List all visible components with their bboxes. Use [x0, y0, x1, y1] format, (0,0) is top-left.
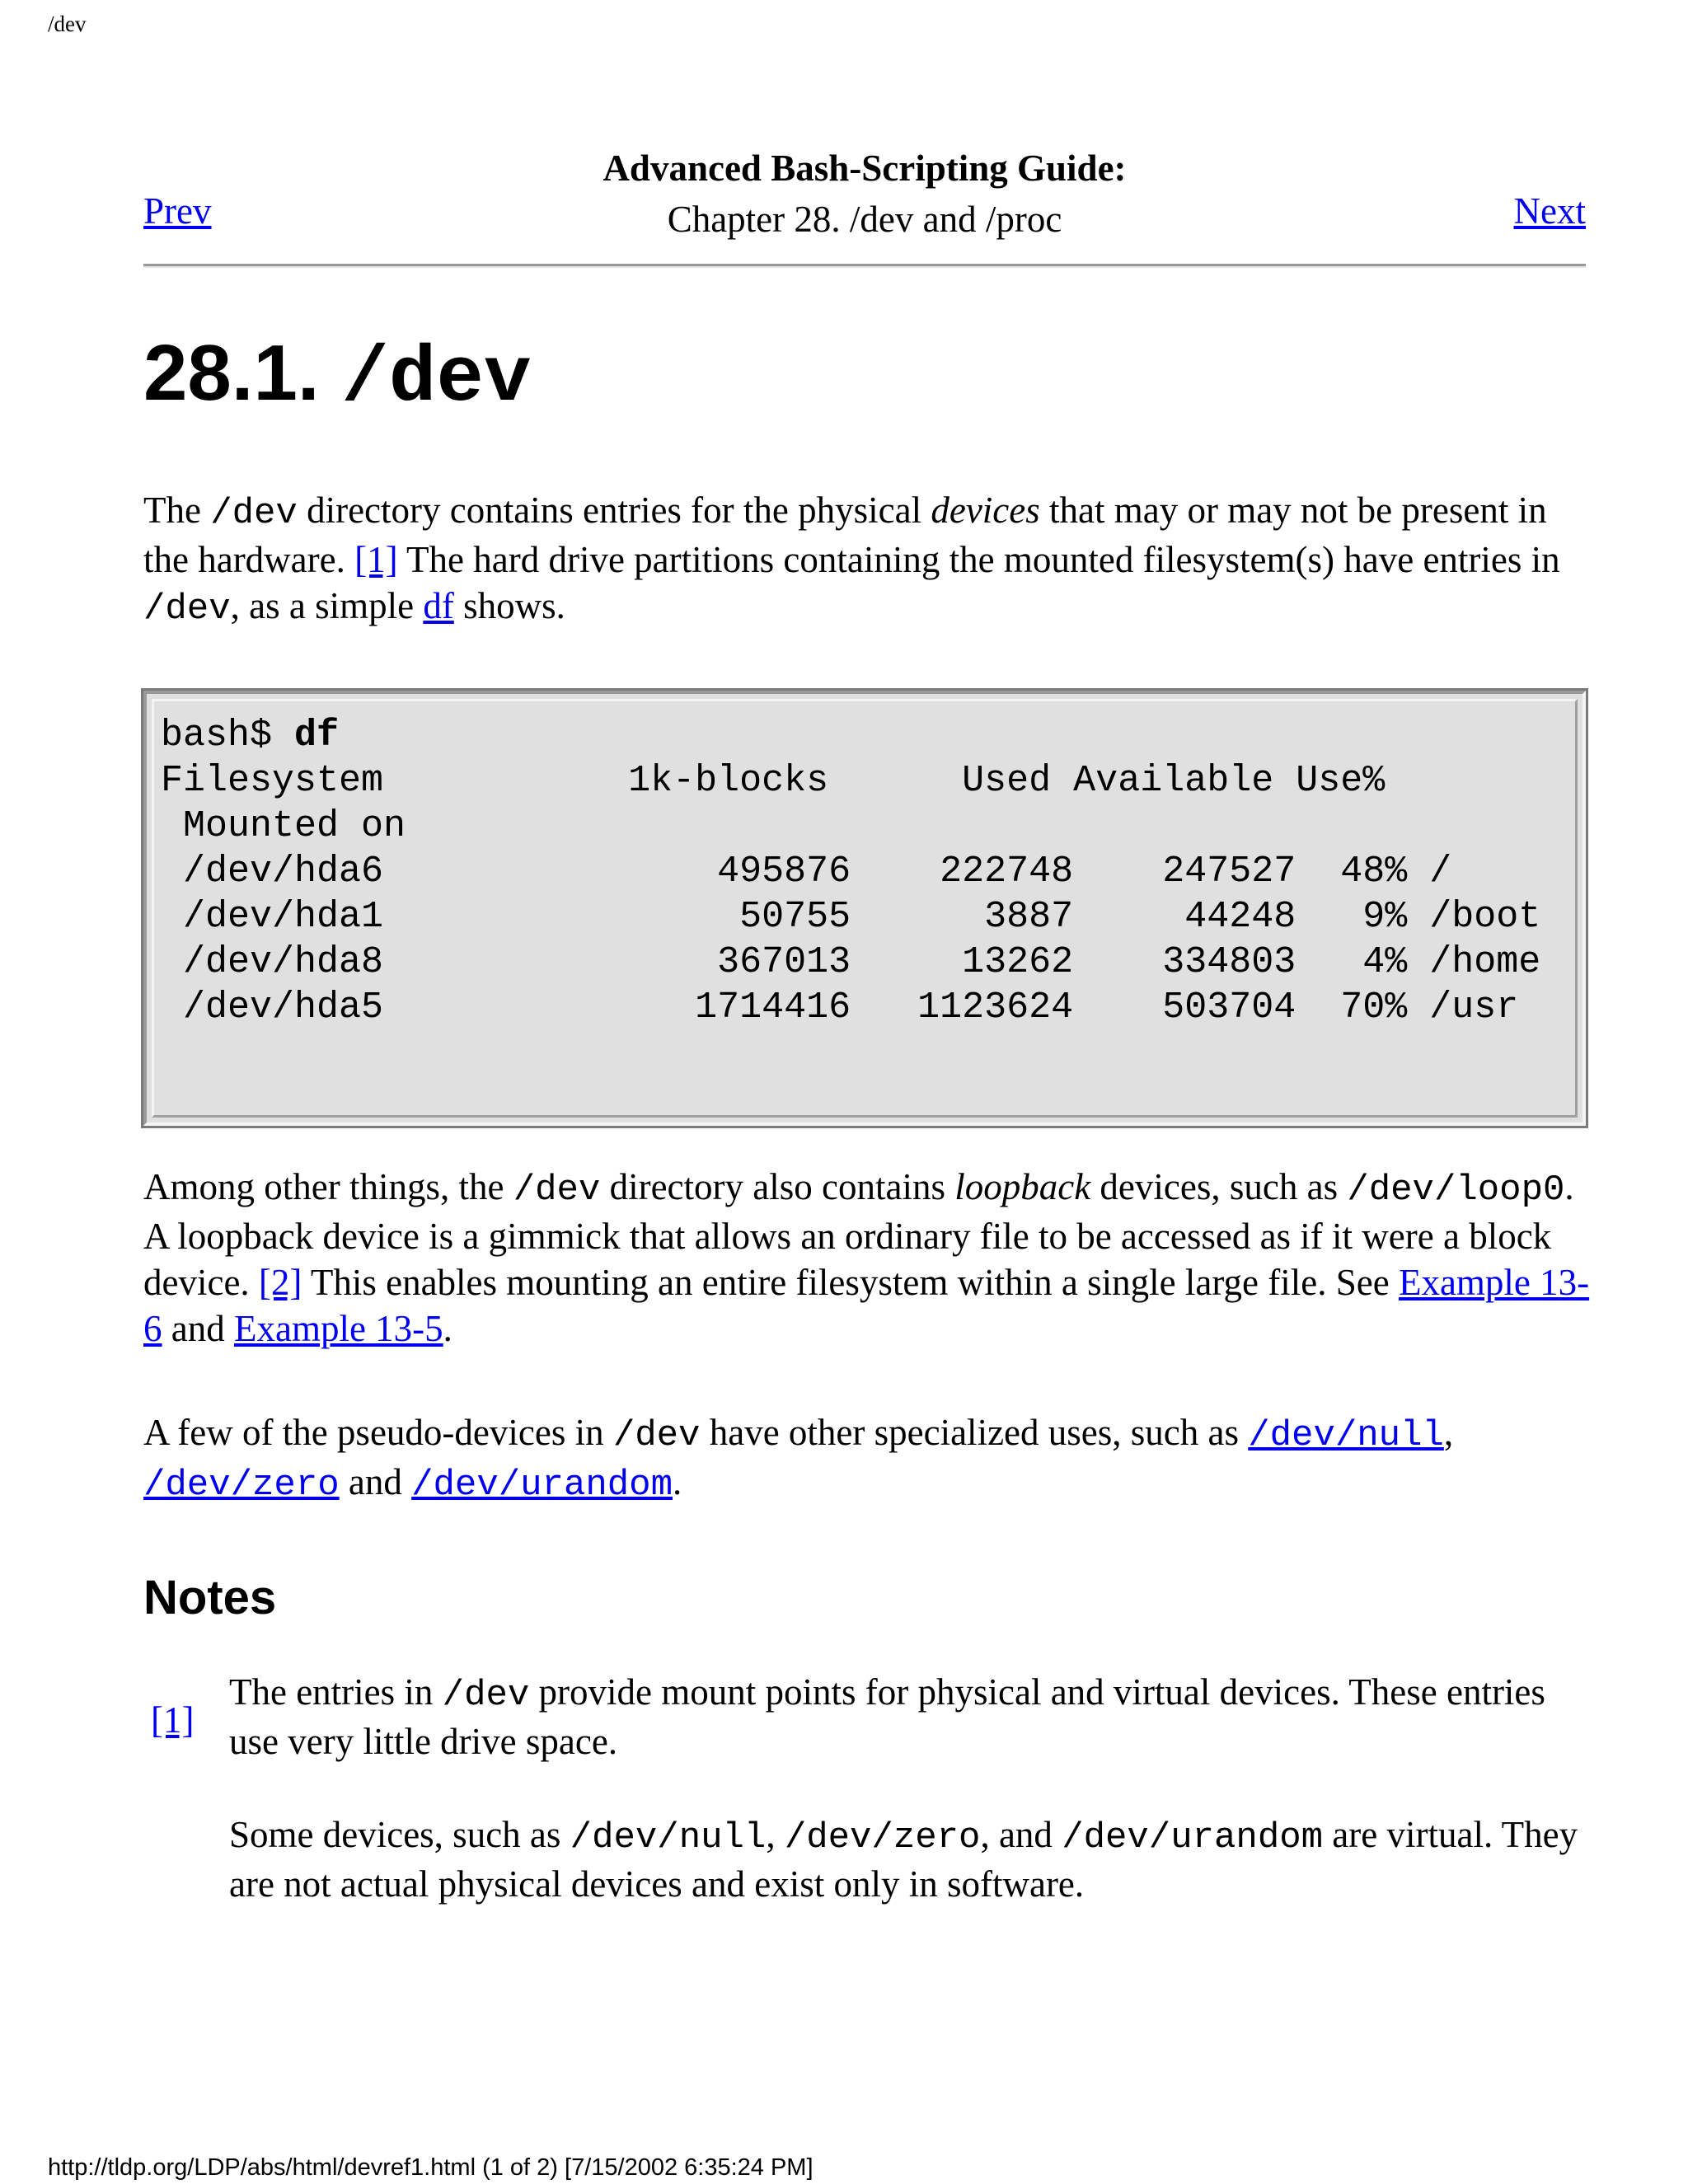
text: .	[443, 1308, 452, 1349]
text: provide mount points for physical and virtual devices. These entries use very little drive space.	[229, 1671, 1545, 1762]
pseudo-devices-paragraph	[143, 1409, 1594, 1508]
text: directory contains entries for the physical	[297, 490, 931, 531]
text: , and	[980, 1814, 1062, 1855]
inline-code: /dev/zero	[784, 1817, 981, 1858]
text: The	[143, 490, 211, 531]
command-output: Filesystem 1k-blocks Used Available Use% Mounted on /dev/hda6 495876 222748 247527 48% / /dev/hda1 50755 3887 44248 9% /boot /dev/hda8 367013 13262 334803 4% /home /dev/hda5 1714416 1123624 503704 70% /usr	[161, 760, 1541, 1029]
guide-title: Advanced Bash-Scripting Guide:	[603, 148, 1127, 189]
text: have other specialized uses, such as	[700, 1412, 1249, 1453]
text: A few of the pseudo-devices in	[143, 1412, 613, 1453]
navigation-header	[143, 147, 1586, 270]
shell-command: df	[294, 715, 340, 757]
shell-prompt: bash$	[161, 715, 295, 757]
dev-zero-link[interactable]: /dev/zero	[143, 1465, 340, 1506]
inline-code: /dev	[442, 1675, 530, 1716]
screen-text	[154, 701, 1575, 1030]
chapter-title: Chapter 28. /dev and /proc	[667, 199, 1062, 240]
note-1-backlink[interactable]: [1]	[151, 1699, 195, 1741]
text: , as a simple	[230, 585, 424, 626]
inline-code: /dev/urandom	[1062, 1817, 1324, 1858]
prev-link[interactable]: Prev	[143, 190, 212, 232]
example-13-5-link[interactable]: Example 13-5	[233, 1308, 443, 1349]
print-footer: http://tldp.org/LDP/abs/html/devref1.html (1 of 2) [7/15/2002 6:35:24 PM]	[48, 2154, 814, 2181]
print-header: /dev	[48, 12, 87, 36]
text: .	[672, 1461, 682, 1502]
text: shows.	[453, 585, 565, 626]
section-code: /dev	[341, 334, 532, 424]
example-13-6-link[interactable]: Example 13-6	[143, 1262, 1590, 1349]
text: and	[339, 1461, 412, 1502]
inline-code: /dev/null	[570, 1817, 767, 1858]
text: Among other things, the	[143, 1166, 513, 1207]
emphasis: loopback	[954, 1166, 1091, 1207]
section-title	[143, 329, 532, 424]
text: ,	[1443, 1412, 1454, 1453]
section-number: 28.1.	[143, 329, 320, 417]
text: that may or may not be present in the hardware.	[143, 490, 1547, 580]
emphasis: devices	[931, 490, 1040, 531]
text: . A loopback device is a gimmick that allows an ordinary file to be accessed as if it were a block device.	[143, 1166, 1574, 1303]
text: ,	[766, 1814, 785, 1855]
text: Some devices, such as	[229, 1814, 570, 1855]
footnote-link-2[interactable]: [2]	[258, 1262, 302, 1303]
text: are virtual. They are not actual physical devices and exist only in software.	[229, 1814, 1578, 1905]
inline-code: /dev	[143, 588, 231, 630]
header-divider	[143, 264, 1586, 268]
text: The entries in	[229, 1671, 443, 1713]
text: and	[162, 1308, 234, 1349]
text: The hard drive partitions containing the mounted filesystem(s) have entries in	[397, 539, 1560, 580]
dev-null-link[interactable]: /dev/null	[1248, 1415, 1444, 1456]
inline-code: /dev/loop0	[1347, 1169, 1565, 1211]
intro-paragraph	[143, 487, 1594, 632]
screen-example	[143, 691, 1586, 1126]
text: devices, such as	[1090, 1166, 1348, 1207]
dev-urandom-link[interactable]: /dev/urandom	[411, 1465, 673, 1506]
inline-code: /dev	[210, 493, 298, 534]
inline-code: /dev	[513, 1169, 601, 1211]
loopback-paragraph	[143, 1164, 1594, 1352]
text: directory also contains	[600, 1166, 955, 1207]
notes-heading: Notes	[143, 1571, 277, 1624]
footnote-link-1[interactable]: [1]	[354, 539, 398, 580]
next-link[interactable]: Next	[1513, 190, 1586, 232]
note-1-paragraph-2	[229, 1811, 1589, 1907]
text: This enables mounting an entire filesystem within a single large file. See	[302, 1262, 1399, 1303]
inline-code: /dev	[612, 1415, 701, 1456]
screen-inner	[152, 699, 1578, 1118]
note-1-paragraph-1	[229, 1669, 1589, 1765]
df-link[interactable]: df	[423, 585, 454, 626]
